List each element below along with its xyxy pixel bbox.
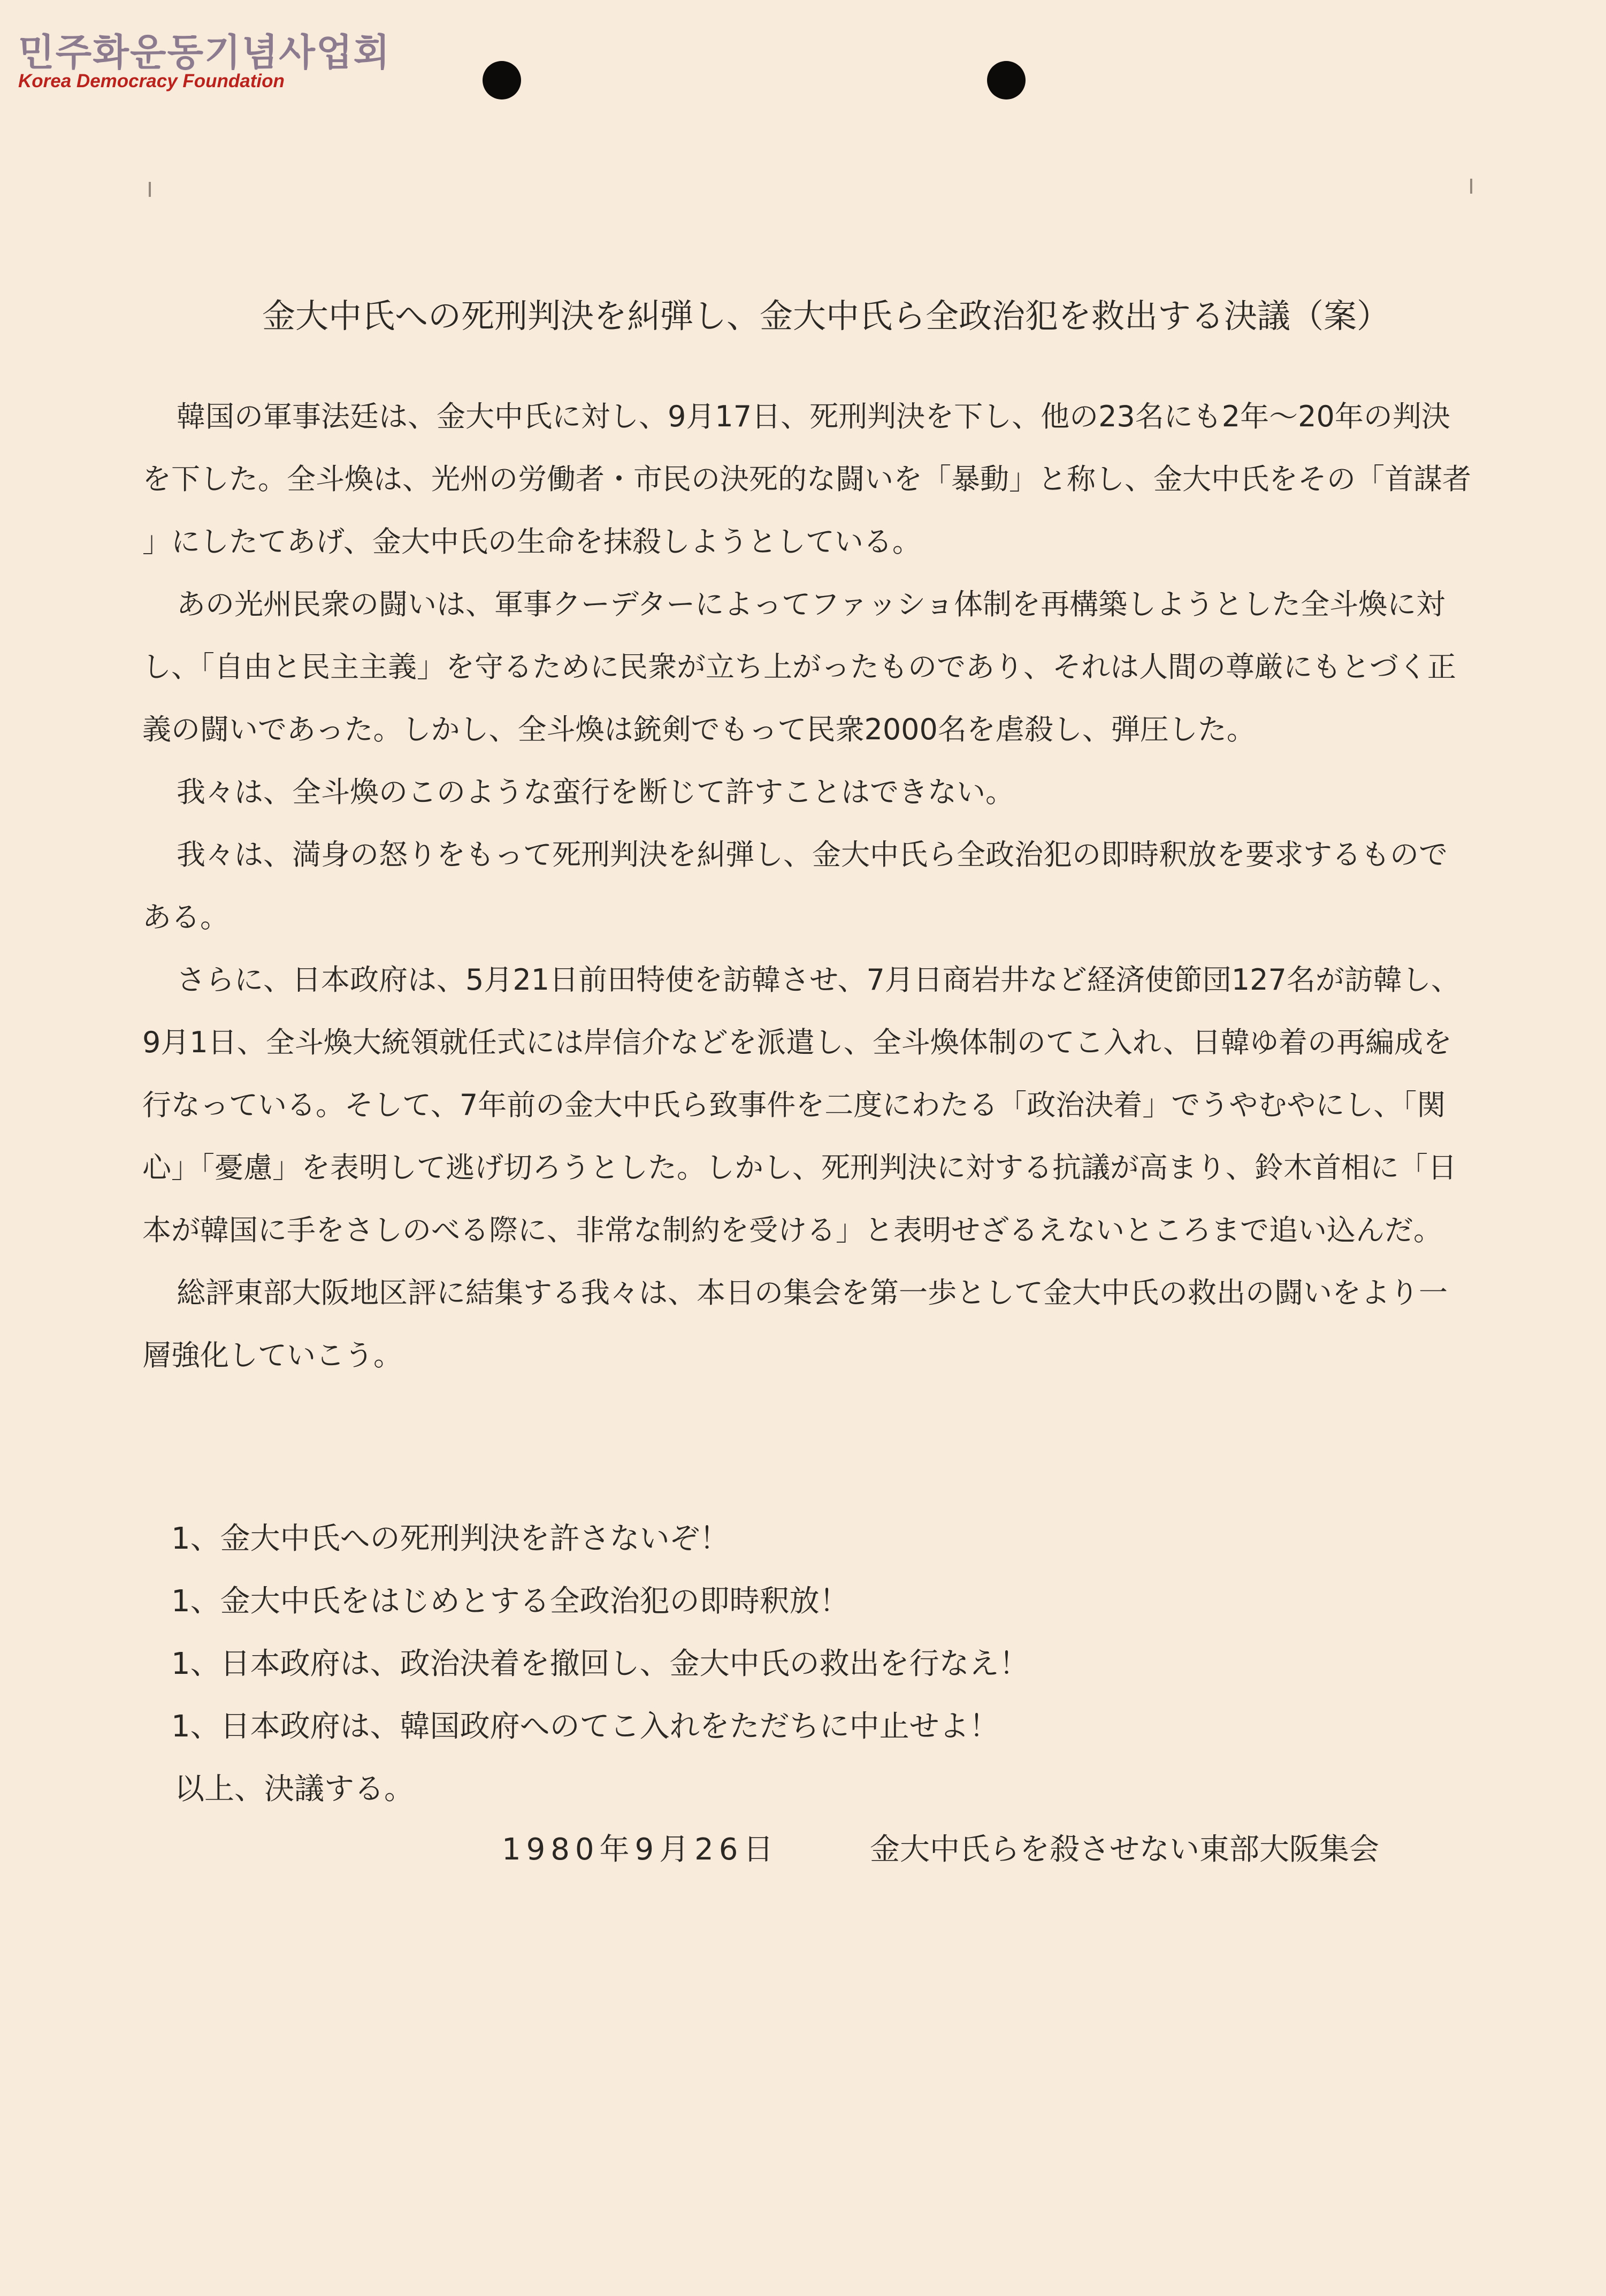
paragraph-strengthen-struggle: 総評東部大阪地区評に結集する我々は、本日の集会を第一歩として金大中氏の救出の闘いをより一層強化していこう。 (142, 1276, 1448, 1372)
punch-hole-right (987, 61, 1026, 100)
logo-korean-text: 민주화운동기념사업회 (18, 30, 391, 74)
signature-date: 1980年9月26日 (502, 1832, 779, 1867)
resolution-list (171, 1507, 1029, 1758)
paragraph-military-court: 韓国の軍事法廷は、金大中氏に対し、9月17日、死刑判決を下し、他の23名にも2年～20年の判決を下した。全斗煥は、光州の労働者・市民の決死的な闘いを「暴動」と称し、金大中氏をその「首謀者」にしたてあげ、金大中氏の生命を抹殺しようとしている。 (142, 400, 1471, 558)
margin-mark-left (149, 182, 151, 197)
logo-english-text: Korea Democracy Foundation (18, 71, 285, 91)
paragraph-demand-release: 我々は、満身の怒りをもって死刑判決を糾弾し、金大中氏ら全政治犯の即時釈放を要求するものである。 (142, 838, 1448, 934)
signature-organization: 金大中氏らを殺させない東部大阪集会 (870, 1832, 1379, 1867)
paragraph-japan-government: さらに、日本政府は、5月21日前田特使を訪韓させ、7月日商岩井など経済使節団127名が訪韓し、9月1日、全斗煥大統領就任式には岸信介などを派遣し、全斗煥体制のてこ入れ、日韓ゆ着の再編成を行なっている。そして、7年前の金大中氏ら致事件を二度にわたる「政治決着」でうやむやにし、「関心」「憂慮」を表明して逃げ切ろうとした。しかし、死刑判決に対する抗議が高まり、鈴木首相に「日本が韓国に手をさしのべる際に、非常な制約を受ける」と表明せざるえないところまで追い込んだ。 (142, 963, 1460, 1247)
document-body (142, 385, 1472, 1387)
closing-statement: 以上、決議する。 (174, 1772, 414, 1807)
resolution-item: 1、日本政府は、韓国政府へのてこ入れをただちに中止せよ！ (171, 1709, 999, 1744)
margin-mark-right (1470, 179, 1472, 194)
punch-hole-left (483, 61, 521, 100)
document-title: 金大中氏への死刑判決を糾弾し、金大中氏ら全政治犯を救出する決議（案） (262, 296, 1390, 335)
paragraph-gwangju-struggle: あの光州民衆の闘いは、軍事クーデターによってファッショ体制を再構築しようとした全斗煥に対し、「自由と民主主義」を守るために民衆が立ち上がったものであり、それは人間の尊厳にもとづく正義の闘いであった。しかし、全斗煥は銃剣でもって民衆2000名を虐殺し、弾圧した。 (142, 587, 1456, 746)
resolution-item: 1、金大中氏をはじめとする全政治犯の即時釈放！ (171, 1584, 850, 1619)
resolution-item: 1、日本政府は、政治決着を撤回し、金大中氏の救出を行なえ！ (171, 1647, 1029, 1681)
paragraph-cannot-forgive: 我々は、全斗煥のこのような蛮行を断じて許すことはできない。 (177, 775, 1014, 809)
resolution-item: 1、金大中氏への死刑判決を許さないぞ！ (171, 1521, 730, 1556)
